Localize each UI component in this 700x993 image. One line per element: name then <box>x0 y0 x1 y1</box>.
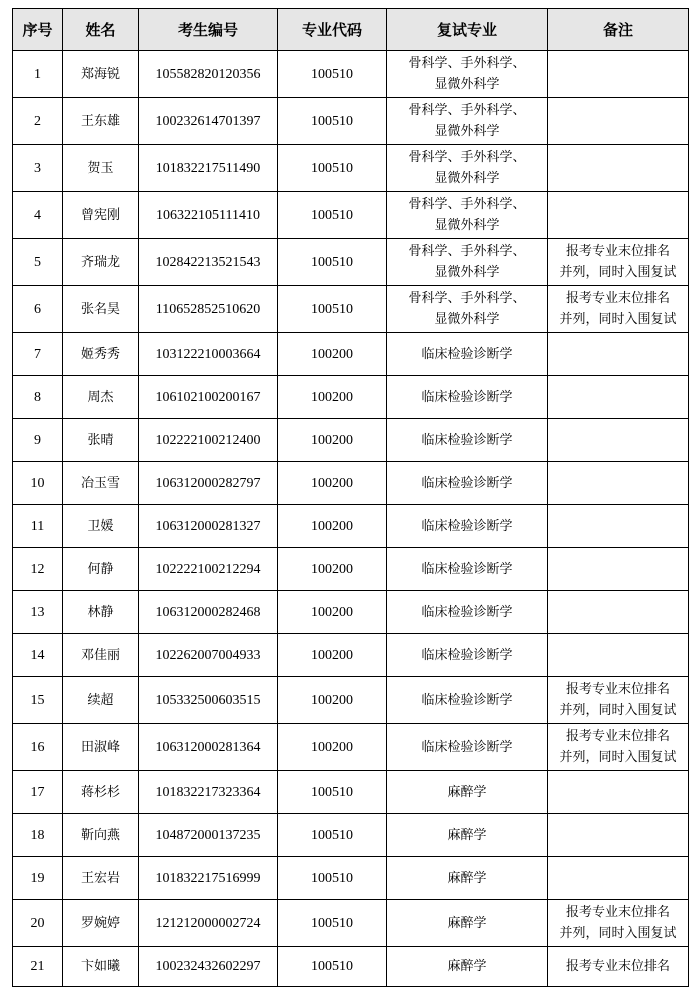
cell-major-code: 100200 <box>278 677 387 724</box>
cell-major-code: 100510 <box>278 947 387 987</box>
table-row <box>13 192 689 239</box>
cell-candidate-id: 106312000282797 <box>139 462 278 505</box>
cell-remarks: 报考专业末位排名 并列，同时入围复试 <box>548 286 689 333</box>
cell-major-code: 100510 <box>278 857 387 900</box>
cell-index: 5 <box>13 239 63 286</box>
cell-index: 10 <box>13 462 63 505</box>
cell-name: 郑海锐 <box>63 51 139 98</box>
cell-candidate-id: 100232614701397 <box>139 98 278 145</box>
cell-retest-major: 骨科学、手外科学、 显微外科学 <box>387 98 548 145</box>
cell-name: 冶玉雪 <box>63 462 139 505</box>
cell-index: 18 <box>13 814 63 857</box>
cell-remarks: 报考专业末位排名 并列，同时入围复试 <box>548 724 689 771</box>
table-row <box>13 98 689 145</box>
cell-major-code: 100200 <box>278 462 387 505</box>
cell-candidate-id: 106312000281327 <box>139 505 278 548</box>
cell-retest-major: 临床检验诊断学 <box>387 677 548 724</box>
cell-remarks <box>548 591 689 634</box>
table-header-row <box>13 9 689 51</box>
cell-major-code: 100200 <box>278 724 387 771</box>
cell-remarks <box>548 376 689 419</box>
cell-name: 蒋杉杉 <box>63 771 139 814</box>
cell-candidate-id: 106312000281364 <box>139 724 278 771</box>
cell-index: 11 <box>13 505 63 548</box>
cell-name: 曾宪刚 <box>63 192 139 239</box>
cell-name: 王宏岩 <box>63 857 139 900</box>
table-row <box>13 591 689 634</box>
cell-retest-major: 临床检验诊断学 <box>387 591 548 634</box>
table-body <box>13 51 689 987</box>
cell-name: 靳向燕 <box>63 814 139 857</box>
cell-major-code: 100200 <box>278 548 387 591</box>
cell-index: 7 <box>13 333 63 376</box>
header-retest-major: 复试专业 <box>387 9 548 51</box>
cell-index: 20 <box>13 900 63 947</box>
cell-retest-major: 骨科学、手外科学、 显微外科学 <box>387 192 548 239</box>
cell-remarks: 报考专业末位排名 并列，同时入围复试 <box>548 900 689 947</box>
cell-name: 周杰 <box>63 376 139 419</box>
cell-name: 卫媛 <box>63 505 139 548</box>
cell-name: 卞如曦 <box>63 947 139 987</box>
cell-candidate-id: 101832217323364 <box>139 771 278 814</box>
table-row <box>13 900 689 947</box>
cell-index: 13 <box>13 591 63 634</box>
cell-candidate-id: 102262007004933 <box>139 634 278 677</box>
cell-remarks: 报考专业末位排名 <box>548 947 689 987</box>
cell-name: 贺玉 <box>63 145 139 192</box>
cell-index: 2 <box>13 98 63 145</box>
cell-retest-major: 临床检验诊断学 <box>387 548 548 591</box>
cell-major-code: 100200 <box>278 505 387 548</box>
cell-remarks: 报考专业末位排名 并列，同时入围复试 <box>548 677 689 724</box>
cell-index: 17 <box>13 771 63 814</box>
cell-name: 林静 <box>63 591 139 634</box>
cell-retest-major: 骨科学、手外科学、 显微外科学 <box>387 145 548 192</box>
cell-retest-major: 临床检验诊断学 <box>387 419 548 462</box>
cell-remarks <box>548 192 689 239</box>
cell-retest-major: 麻醉学 <box>387 771 548 814</box>
cell-remarks <box>548 333 689 376</box>
cell-retest-major: 骨科学、手外科学、 显微外科学 <box>387 286 548 333</box>
header-index: 序号 <box>13 9 63 51</box>
cell-major-code: 100200 <box>278 419 387 462</box>
cell-name: 何静 <box>63 548 139 591</box>
cell-name: 张名昊 <box>63 286 139 333</box>
cell-remarks <box>548 51 689 98</box>
cell-major-code: 100200 <box>278 591 387 634</box>
table-row <box>13 771 689 814</box>
table-row <box>13 677 689 724</box>
header-major-code: 专业代码 <box>278 9 387 51</box>
cell-remarks <box>548 462 689 505</box>
cell-candidate-id: 102842213521543 <box>139 239 278 286</box>
cell-major-code: 100510 <box>278 900 387 947</box>
cell-index: 8 <box>13 376 63 419</box>
cell-remarks <box>548 548 689 591</box>
cell-name: 张晴 <box>63 419 139 462</box>
cell-index: 1 <box>13 51 63 98</box>
cell-retest-major: 临床检验诊断学 <box>387 724 548 771</box>
cell-major-code: 100200 <box>278 333 387 376</box>
cell-index: 3 <box>13 145 63 192</box>
cell-candidate-id: 104872000137235 <box>139 814 278 857</box>
cell-name: 姬秀秀 <box>63 333 139 376</box>
table-row <box>13 286 689 333</box>
cell-candidate-id: 101832217516999 <box>139 857 278 900</box>
cell-name: 王东雄 <box>63 98 139 145</box>
cell-major-code: 100510 <box>278 51 387 98</box>
candidate-table <box>12 8 689 987</box>
header-candidate-id: 考生编号 <box>139 9 278 51</box>
cell-index: 19 <box>13 857 63 900</box>
cell-major-code: 100510 <box>278 145 387 192</box>
cell-name: 齐瑞龙 <box>63 239 139 286</box>
table-row <box>13 634 689 677</box>
cell-candidate-id: 100232432602297 <box>139 947 278 987</box>
cell-candidate-id: 110652852510620 <box>139 286 278 333</box>
cell-name: 续超 <box>63 677 139 724</box>
cell-name: 邓佳丽 <box>63 634 139 677</box>
cell-candidate-id: 103122210003664 <box>139 333 278 376</box>
cell-candidate-id: 102222100212294 <box>139 548 278 591</box>
cell-name: 罗婉婷 <box>63 900 139 947</box>
cell-retest-major: 麻醉学 <box>387 857 548 900</box>
cell-retest-major: 临床检验诊断学 <box>387 462 548 505</box>
cell-remarks <box>548 145 689 192</box>
table-row <box>13 947 689 987</box>
cell-remarks <box>548 857 689 900</box>
cell-index: 21 <box>13 947 63 987</box>
table-row <box>13 239 689 286</box>
cell-retest-major: 临床检验诊断学 <box>387 333 548 376</box>
cell-index: 12 <box>13 548 63 591</box>
cell-index: 6 <box>13 286 63 333</box>
table-row <box>13 419 689 462</box>
cell-name: 田淑峰 <box>63 724 139 771</box>
cell-remarks <box>548 771 689 814</box>
cell-major-code: 100200 <box>278 634 387 677</box>
cell-remarks <box>548 419 689 462</box>
cell-candidate-id: 105582820120356 <box>139 51 278 98</box>
cell-index: 16 <box>13 724 63 771</box>
cell-retest-major: 麻醉学 <box>387 947 548 987</box>
cell-remarks <box>548 98 689 145</box>
cell-remarks <box>548 634 689 677</box>
table-row <box>13 814 689 857</box>
cell-major-code: 100510 <box>278 814 387 857</box>
cell-retest-major: 骨科学、手外科学、 显微外科学 <box>387 239 548 286</box>
cell-candidate-id: 106102100200167 <box>139 376 278 419</box>
cell-candidate-id: 101832217511490 <box>139 145 278 192</box>
cell-major-code: 100510 <box>278 771 387 814</box>
cell-index: 14 <box>13 634 63 677</box>
cell-remarks <box>548 505 689 548</box>
table-row <box>13 145 689 192</box>
cell-index: 9 <box>13 419 63 462</box>
cell-major-code: 100510 <box>278 239 387 286</box>
cell-candidate-id: 102222100212400 <box>139 419 278 462</box>
table-row <box>13 333 689 376</box>
cell-index: 4 <box>13 192 63 239</box>
cell-index: 15 <box>13 677 63 724</box>
table-row <box>13 505 689 548</box>
cell-retest-major: 临床检验诊断学 <box>387 505 548 548</box>
cell-retest-major: 麻醉学 <box>387 814 548 857</box>
cell-candidate-id: 105332500603515 <box>139 677 278 724</box>
cell-remarks <box>548 814 689 857</box>
cell-major-code: 100200 <box>278 376 387 419</box>
cell-retest-major: 临床检验诊断学 <box>387 634 548 677</box>
table-row <box>13 376 689 419</box>
header-name: 姓名 <box>63 9 139 51</box>
header-remarks: 备注 <box>548 9 689 51</box>
cell-remarks: 报考专业末位排名 并列，同时入围复试 <box>548 239 689 286</box>
table-row <box>13 51 689 98</box>
table-row <box>13 857 689 900</box>
table-row <box>13 724 689 771</box>
cell-retest-major: 临床检验诊断学 <box>387 376 548 419</box>
cell-candidate-id: 106312000282468 <box>139 591 278 634</box>
table-row <box>13 462 689 505</box>
cell-candidate-id: 106322105111410 <box>139 192 278 239</box>
cell-candidate-id: 121212000002724 <box>139 900 278 947</box>
cell-major-code: 100510 <box>278 98 387 145</box>
cell-major-code: 100510 <box>278 286 387 333</box>
cell-major-code: 100510 <box>278 192 387 239</box>
table-row <box>13 548 689 591</box>
cell-retest-major: 骨科学、手外科学、 显微外科学 <box>387 51 548 98</box>
cell-retest-major: 麻醉学 <box>387 900 548 947</box>
